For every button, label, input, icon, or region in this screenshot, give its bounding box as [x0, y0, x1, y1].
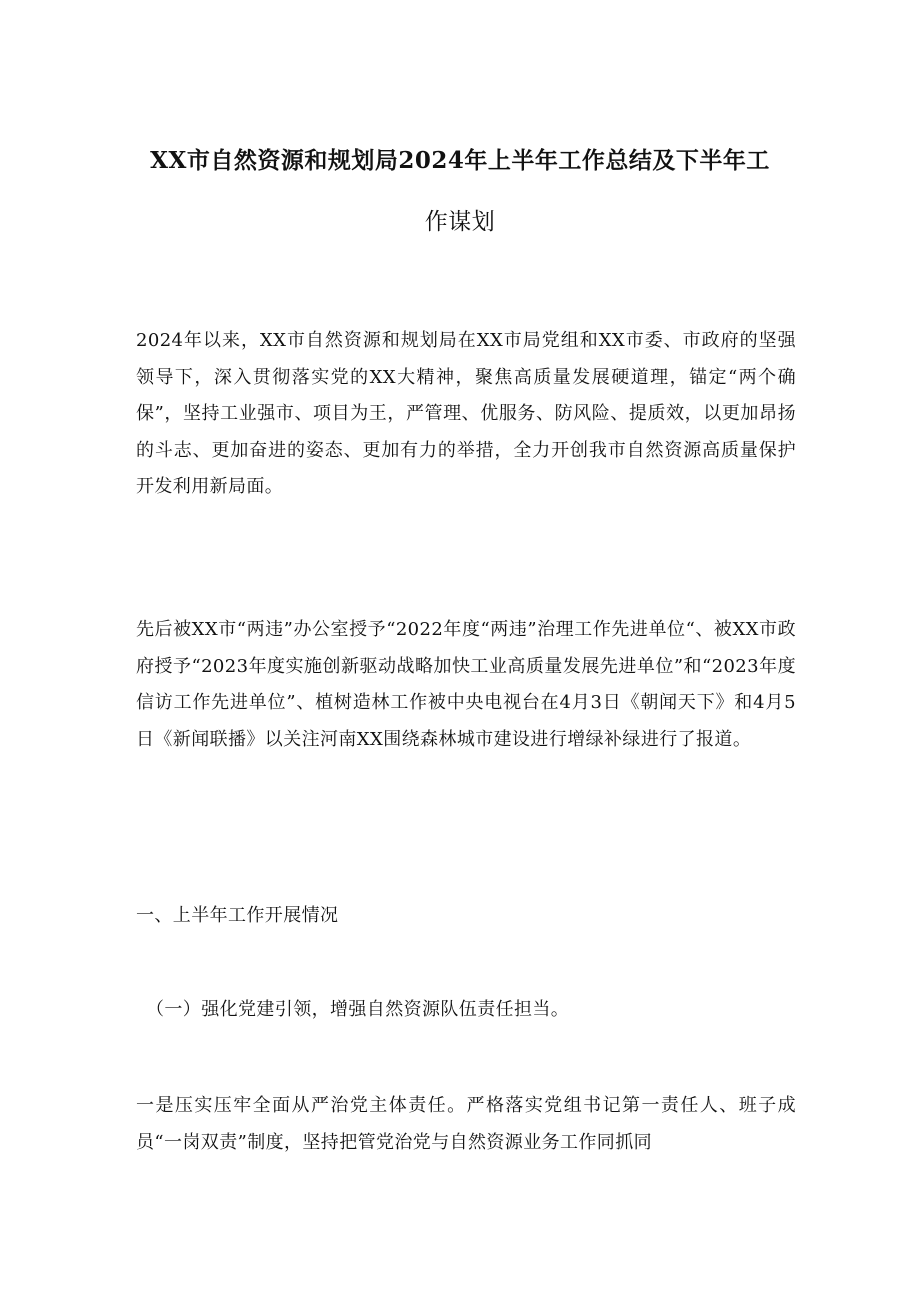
section-heading: 一、上半年工作开展情况 [136, 905, 339, 926]
document-title-line-1: XX市自然资源和规划局2024年上半年工作总结及下半年工 [150, 147, 770, 174]
honors-paragraph: 先后被XX市“两违”办公室授予“2022年度“两违”治理工作先进单位“、被XX市政府授予“2023年度实施创新驱动战略加快工业高质量发展先进单位”和“2023年度信访工作先进单位”、植树造林工作被中央电视台在4月3日《朝闻天下》和4月5日《新闻联播》以关注河南XX围绕森林城市建设进行增绿补绿进行了报道。 [136, 619, 796, 750]
subsection-heading: （一）强化党建引领，增强自然资源队伍责任担当。 [146, 999, 570, 1020]
document-title-line-2: 作谋划 [424, 209, 496, 235]
body-paragraph: 一是压实压牢全面从严治党主体责任。严格落实党组书记第一责任人、班子成员“一岗双责”制度，坚持把管党治党与自然资源业务工作同抓同 [136, 1095, 796, 1153]
intro-paragraph: 2024年以来，XX市自然资源和规划局在XX市局党组和XX市委、市政府的坚强领导下，深入贯彻落实党的XX大精神，聚焦高质量发展硬道理，锚定“两个确保”，坚持工业强市、项目为王，严管理、优服务、防风险、提质效，以更加昂扬的斗志、更加奋进的姿态、更加有力的举措，全力开创我市自然资源高质量保护开发利用新局面。 [136, 330, 796, 497]
